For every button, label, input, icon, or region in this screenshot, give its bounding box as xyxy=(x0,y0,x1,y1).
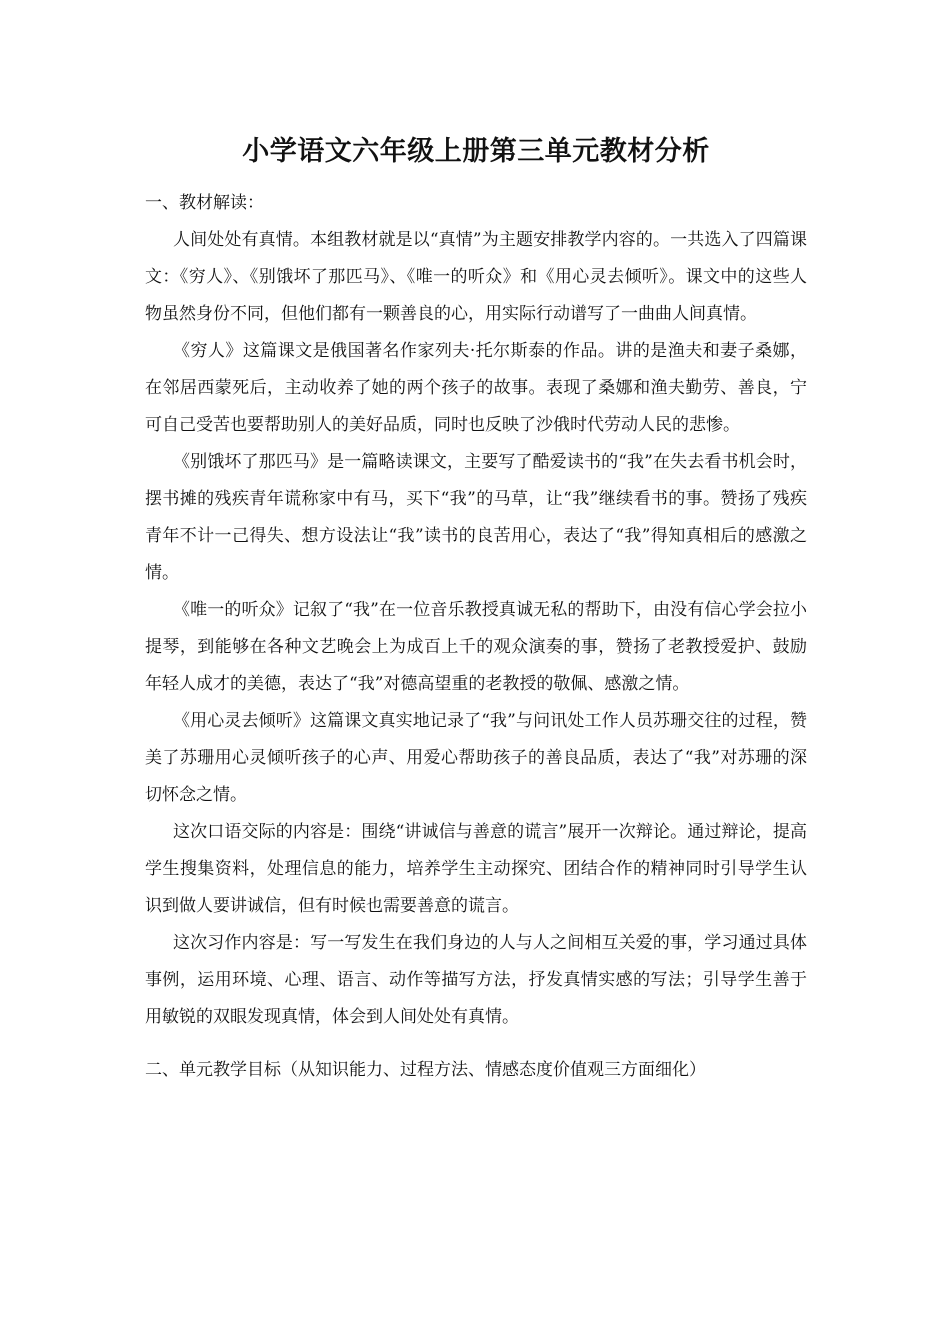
paragraph-writing: 这次习作内容是：写一写发生在我们身边的人与人之间相互关爱的事，学习通过具体事例，运用环境、心理、语言、动作等描写方法，抒发真情实感的写法；引导学生善于用敏锐的双眼发现真情，体会到人间处处有真情。 xyxy=(145,933,807,1027)
paragraph-only-listener: 《唯一的听众》记叙了“我”在一位音乐教授真诚无私的帮助下，由没有信心学会拉小提琴，到能够在各种文艺晚会上为成百上千的观众演奏的事，赞扬了老教授爱护、鼓励年轻人成才的美德，表达了“我”对德高望重的老教授的敬佩、感激之情。 xyxy=(145,600,807,694)
section-heading-teaching-goals: 二、单元教学目标（从知识能力、过程方法、情感态度价值观三方面细化） xyxy=(145,1060,706,1080)
paragraph-oral-communication: 这次口语交际的内容是：围绕“讲诚信与善意的谎言”展开一次辩论。通过辩论，提高学生搜集资料，处理信息的能力，培养学生主动探究、团结合作的精神同时引导学生认识到做人要讲诚信，但有时候也需要善意的谎言。 xyxy=(145,822,807,916)
paragraph-horse: 《别饿坏了那匹马》是一篇略读课文，主要写了酷爱读书的“我”在失去看书机会时，摆书摊的残疾青年谎称家中有马，买下“我”的马草，让“我”继续看书的事。赞扬了残疾青年不计一己得失、想方设法让“我”读书的良苦用心，表达了“我”得知真相后的感激之情。 xyxy=(145,452,807,583)
paragraph-listen-with-heart: 《用心灵去倾听》这篇课文真实地记录了“我”与问讯处工作人员苏珊交往的过程，赞美了苏珊用心灵倾听孩子的心声、用爱心帮助孩子的善良品质，表达了“我”对苏珊的深切怀念之情。 xyxy=(145,711,807,805)
document-page xyxy=(145,128,807,1089)
paragraph-intro: 人间处处有真情。本组教材就是以“真情”为主题安排教学内容的。一共选入了四篇课文：《穷人》、《别饿坏了那匹马》、《唯一的听众》和《用心灵去倾听》。课文中的这些人物虽然身份不同，但他们都有一颗善良的心，用实际行动谱写了一曲曲人间真情。 xyxy=(145,230,807,324)
document-title: 小学语文六年级上册第三单元教材分析 xyxy=(242,136,710,167)
paragraph-qiongren: 《穷人》这篇课文是俄国著名作家列夫·托尔斯泰的作品。讲的是渔夫和妻子桑娜，在邻居西蒙死后，主动收养了她的两个孩子的故事。表现了桑娜和渔夫勤劳、善良，宁可自己受苦也要帮助别人的美好品质，同时也反映了沙俄时代劳动人民的悲惨。 xyxy=(145,341,807,435)
section-heading-textbook-analysis: 一、教材解读： xyxy=(145,193,264,213)
